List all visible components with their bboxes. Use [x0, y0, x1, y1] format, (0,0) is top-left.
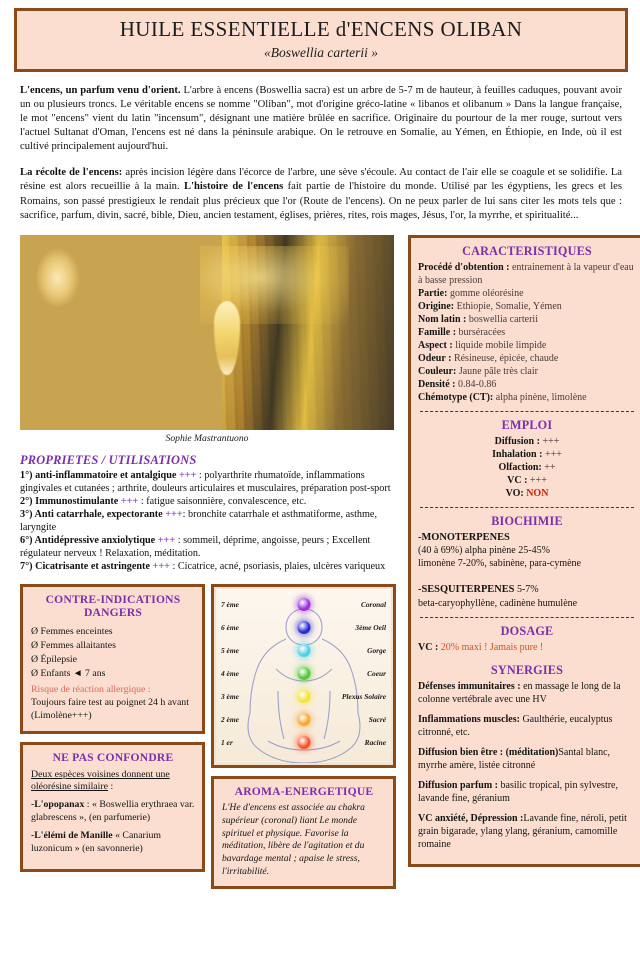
divider-3	[420, 617, 634, 618]
emploi-row	[418, 487, 636, 500]
chakra-number: 5 ème	[221, 645, 239, 655]
biochimie-group	[418, 531, 636, 545]
lower-left-column	[20, 584, 205, 872]
biochimie-group-suffix: 5-7%	[514, 584, 539, 596]
intro-lead-2: La récolte de l'encens:	[20, 167, 123, 179]
biochimie-list	[418, 531, 636, 610]
emploi-value: NON	[523, 487, 549, 499]
propriete-item	[20, 470, 396, 496]
dosage-label: VC :	[418, 641, 439, 653]
propriete-item	[20, 496, 396, 509]
propriete-label: 7°) Cicatrisante et astringente	[20, 561, 153, 573]
aroma-energetique-text: L'He d'encens est associée au chakra supérieur (coronal) liant Le monde spirituel et physique. Favorise la méditation, libère de l'agitation et du bavardage mental ; apaise le stress, l'irritabilité.	[222, 802, 365, 877]
emploi-list	[418, 435, 636, 500]
propriete-label: 2°) Immunostimulante	[20, 496, 121, 508]
caracteristique-row	[418, 287, 636, 300]
main-columns	[20, 235, 634, 890]
chakra-name: Plexus Solaire	[341, 691, 386, 701]
dosage-value: 20% maxi ! Jamais pure !	[438, 641, 544, 653]
propriete-label: 3°) Anti catarrhale, expectorante	[20, 509, 166, 521]
caracteristique-label: Partie:	[418, 287, 448, 299]
synergie-entry	[418, 812, 636, 851]
document-header	[14, 8, 628, 72]
chakra-point-3	[297, 690, 310, 703]
emploi-row	[418, 474, 636, 487]
intro-lead-3: L'histoire de l'encens	[184, 181, 284, 193]
contre-indication-item: Ø Enfants ◄ 7 ans	[31, 667, 106, 679]
ci-title-line2: DANGERS	[83, 606, 143, 620]
photo-block	[20, 235, 394, 444]
propriete-rating: +++	[157, 535, 176, 547]
caracteristique-value: 0.84-0.86	[455, 378, 497, 390]
emploi-value: +++	[527, 474, 547, 486]
synergies-title: SYNERGIES	[490, 662, 564, 677]
emploi-label: VO:	[505, 487, 524, 499]
ne-pas-confondre-title: NE PAS CONFONDRE	[52, 751, 174, 765]
confondre-name: -L'opopanax	[31, 799, 85, 811]
caracteristique-label: Famille :	[418, 326, 457, 338]
chakra-point-4	[297, 667, 310, 680]
proprietes-title: PROPRIETES / UTILISATIONS	[20, 452, 197, 467]
biochimie-title: BIOCHIMIE	[491, 513, 563, 528]
confondre-entry	[31, 799, 195, 825]
emploi-value: +++	[542, 448, 562, 460]
latin-name: «Boswellia carterii »	[264, 45, 378, 60]
synergie-text: Santal blanc, myrrhe amère, listée citronné	[418, 746, 611, 771]
caracteristique-row	[418, 352, 636, 365]
chakra-number: 3 ème	[221, 691, 239, 701]
synergie-label: Diffusion parfum :	[418, 779, 501, 791]
biochimie-line: beta-caryophyllène, cadinène humulène	[418, 597, 578, 609]
caracteristique-row	[418, 300, 636, 313]
propriete-item	[20, 561, 396, 574]
caracteristiques-list	[418, 261, 636, 404]
lower-right-column	[211, 584, 396, 889]
emploi-label: Inhalation :	[492, 448, 543, 460]
caracteristique-label: Nom latin :	[418, 313, 467, 325]
synergie-label: Diffusion bien être : (méditation)	[418, 746, 559, 758]
emploi-title: EMPLOI	[501, 417, 553, 432]
dosage-line	[418, 641, 636, 654]
emploi-label: VC :	[507, 474, 528, 486]
chakra-point-2	[297, 713, 310, 726]
ci-title-line1: CONTRE-INDICATIONS	[45, 593, 181, 607]
chakra-point-7	[297, 598, 310, 611]
caracteristique-label: Odeur :	[418, 352, 452, 364]
allergy-advice: Toujours faire test au poignet 24 h avant (Limolène+++)	[31, 697, 189, 722]
ne-pas-confondre-box	[20, 742, 205, 872]
synergie-text: Lavande fine, néroli, petit grain bigarade, ylang ylang, géranium, camomille romaine	[418, 812, 627, 850]
intro-text-3: fait partie de l'histoire du monde. Utilisé par les égyptiens, les grecs et les Romains, son passé prestigieux le rendait plus précieux que l'or (Route de l'encens). On ne peux parler de lui sans citer les mots tels que : sacrifice, parfum, divin, sacré, bible, Dieu, ancien testament, églises, prières, rites, rois mages, Jésus, l'or, la myrrhe, et spiritualité...	[20, 181, 622, 221]
chakra-number: 2 ème	[221, 714, 239, 724]
aroma-energetique-box	[211, 776, 396, 889]
intro-lead-1: L'encens, un parfum venu d'orient.	[20, 85, 181, 96]
synergie-label: Défenses immunitaires :	[418, 680, 524, 692]
synergie-entry	[418, 680, 636, 706]
caracteristique-value: Jaune pâle très clair	[456, 365, 538, 377]
confondre-text: : « Boswellia erythraea var. glabrescens », (en parfumerie)	[31, 799, 195, 824]
caracteristique-value: Ethiopie, Somalie, Yémen	[454, 300, 562, 312]
synergie-text: basilic tropical, pin sylvestre, lavande fine, géranium	[418, 779, 618, 804]
proprietes-section	[20, 453, 396, 574]
emploi-value: ++	[541, 461, 556, 473]
contre-indications-body	[31, 626, 195, 723]
chakra-name: Racine	[364, 737, 386, 747]
page-title: HUILE ESSENTIELLE d'ENCENS OLIBAN	[119, 17, 523, 41]
propriete-rating: +++	[120, 496, 139, 508]
caracteristique-row	[418, 261, 636, 287]
chakra-name: Sacré	[368, 714, 386, 724]
caracteristique-row	[418, 313, 636, 326]
caracteristique-value: liquide mobile limpide	[452, 339, 547, 351]
chakra-point-6	[297, 621, 310, 634]
chakra-number: 6 ème	[221, 622, 239, 632]
emploi-row	[418, 435, 636, 448]
synergie-entry	[418, 779, 636, 805]
propriete-text: : bronchite catarrhale et asthmatiforme, asthme, laryngite	[20, 509, 378, 534]
synergies-list	[418, 680, 636, 851]
aroma-energetique-title: AROMA-ENERGETIQUE	[234, 785, 374, 799]
caracteristique-label: Densité :	[418, 378, 456, 390]
emploi-value: +++	[539, 435, 560, 447]
right-column	[408, 235, 640, 867]
intro-text-1: L'arbre à encens (Boswellia sacra) est un arbre de 5-7 m de hauteur, à feuilles caduques, pouvant avoir un ou plusieurs troncs. Le véritable encens se nomme "Oliban", mot d'origine gréco-latine « libanos et olibanum » Dans la langue française, le mot "encens" vient du latin "incensum", désignant une matière brûlée en sacrifice. Originaire du pourtour de la mer rouge, surtout vers l'actuel Sultanat d'Oman, l'encens est né dans la péninsule arabique. On le retrouve en Somalie, au Yémen, en Éthiopie, en Inde, où il est cultivé principalement aujourd'hui.	[20, 85, 623, 153]
emploi-row	[418, 448, 636, 461]
ne-pas-confondre-body	[31, 769, 195, 857]
synergie-text: Gaulthérie, eucalyptus citronné, etc.	[418, 713, 613, 738]
contre-indications-box	[20, 584, 205, 734]
chakra-name: Gorge	[367, 645, 386, 655]
biochimie-group-name: -SESQUITERPENES	[418, 584, 515, 596]
intro-paragraph-2	[20, 166, 622, 222]
synergie-label: Inflammations muscles:	[418, 713, 523, 725]
propriete-rating: +++	[152, 561, 170, 573]
chakra-number: 4 ème	[221, 668, 239, 678]
propriete-rating: +++	[178, 470, 197, 482]
chakra-diagram	[216, 589, 391, 763]
dosage-title: DOSAGE	[500, 623, 554, 638]
biochimie-group	[418, 583, 636, 597]
confondre-entry	[31, 830, 195, 856]
propriete-label: 1°) anti-inflammatoire et antalgique	[20, 470, 179, 482]
frankincense-photo	[20, 235, 394, 430]
confondre-subtitle	[31, 769, 195, 795]
caracteristique-value: boswellia carterii	[466, 313, 538, 325]
caracteristique-value: entrainement à la vapeur d'eau à basse pression	[418, 261, 634, 286]
biochimie-line: (40 à 69%) alpha pinène 25-45%	[418, 545, 550, 557]
chakra-number: 7 ème	[221, 599, 239, 609]
chakra-name: Coronal	[360, 599, 386, 609]
synergie-entry	[418, 746, 636, 772]
confondre-subtitle-text: Deux espèces voisines donnent une oléorésine similaire	[31, 768, 170, 793]
caracteristique-row	[418, 365, 636, 378]
caracteristique-label: Procédé d'obtention :	[418, 261, 510, 273]
chakra-name: 3ème Oeil	[355, 622, 386, 632]
intro-paragraph-1	[20, 84, 622, 154]
emploi-row	[418, 461, 636, 474]
lower-boxes	[20, 584, 402, 889]
caracteristique-value: gomme oléorésine	[447, 287, 524, 299]
contre-indication-item: Ø Femmes allaitantes	[31, 639, 116, 651]
chakra-name: Coeur	[367, 668, 386, 678]
caracteristique-row	[418, 378, 636, 391]
propriete-text: : sommeil, déprime, angoisse, peurs ; Excellent régulateur nerveux ! Relaxation, méditation.	[20, 535, 371, 560]
synergie-entry	[418, 713, 636, 739]
emploi-label: Olfaction:	[498, 461, 542, 473]
chakra-point-1	[297, 736, 310, 749]
contre-indication-item: Ø Épilepsie	[31, 653, 77, 665]
confondre-list	[31, 799, 195, 856]
contre-indication-item: Ø Femmes enceintes	[31, 625, 113, 637]
synergie-text: en massage le long de la colonne vertébrale avec une HV	[418, 680, 621, 705]
chakra-number: 1 er	[221, 737, 233, 747]
confondre-text: « Canarium luzonicum » (en savonnerie)	[31, 830, 162, 855]
contre-indications-title	[31, 593, 195, 620]
divider-1	[420, 411, 634, 412]
confondre-subtitle-tail: :	[108, 781, 114, 793]
caracteristique-row	[418, 339, 636, 352]
propriete-rating: +++	[165, 509, 183, 521]
photo-credit: Sophie Mastrantuono	[165, 432, 249, 444]
propriete-text: : Cicatrice, acné, psoriasis, plaies, ulcères variqueux	[169, 561, 386, 573]
chakra-point-5	[297, 644, 310, 657]
chakra-diagram-box	[211, 584, 396, 768]
propriete-item	[20, 535, 396, 561]
propriete-text: : polyarthrite rhumatoïde, inflammations gingivales et cutanées ; arthrite, douleurs articulaires et musculaires, préparation post-sport	[20, 470, 391, 495]
proprietes-list	[20, 470, 396, 574]
biochimie-spacer	[418, 570, 636, 583]
biochimie-line: limonène 7-20%, sabinène, para-cymène	[418, 558, 581, 570]
propriete-label: 6°) Antidépressive anxiolytique	[20, 535, 158, 547]
intro-text-2: après incision légère dans l'écorce de l'arbre, une sève s'écoule. Au contact de l'air elle se coagule et se solidifie. La résine est alors recueillie à la main.	[20, 167, 623, 193]
divider-2	[420, 507, 634, 508]
caracteristique-label: Couleur:	[418, 365, 457, 377]
caracteristique-label: Chémotype (CT):	[418, 391, 494, 403]
propriete-text: : fatigue saisonnière, convalescence, etc.	[138, 496, 307, 508]
caracteristique-value: Résineuse, épicée, chaude	[451, 352, 559, 364]
caracteristique-value: alpha pinène, limolène	[493, 391, 587, 403]
propriete-item	[20, 509, 396, 535]
contre-indications-list	[31, 626, 195, 681]
resin-pieces-region	[20, 235, 229, 430]
emploi-label: Diffusion :	[494, 435, 540, 447]
biochimie-group-name: -MONOTERPENES	[418, 531, 510, 543]
allergy-warning: Risque de réaction allergique :	[31, 684, 151, 696]
synergie-label: VC anxiété, Dépression :	[418, 812, 524, 824]
left-column	[20, 235, 402, 890]
caracteristique-value: burséracées	[456, 326, 506, 338]
confondre-name: -L'élémi de Manille	[31, 830, 113, 842]
caracteristique-label: Aspect :	[418, 339, 453, 351]
intro-section	[20, 84, 622, 223]
caracteristique-row	[418, 326, 636, 339]
caracteristique-label: Origine:	[418, 300, 455, 312]
caracteristique-row	[418, 391, 636, 404]
caracteristiques-title: CARACTERISTIQUES	[462, 243, 592, 258]
